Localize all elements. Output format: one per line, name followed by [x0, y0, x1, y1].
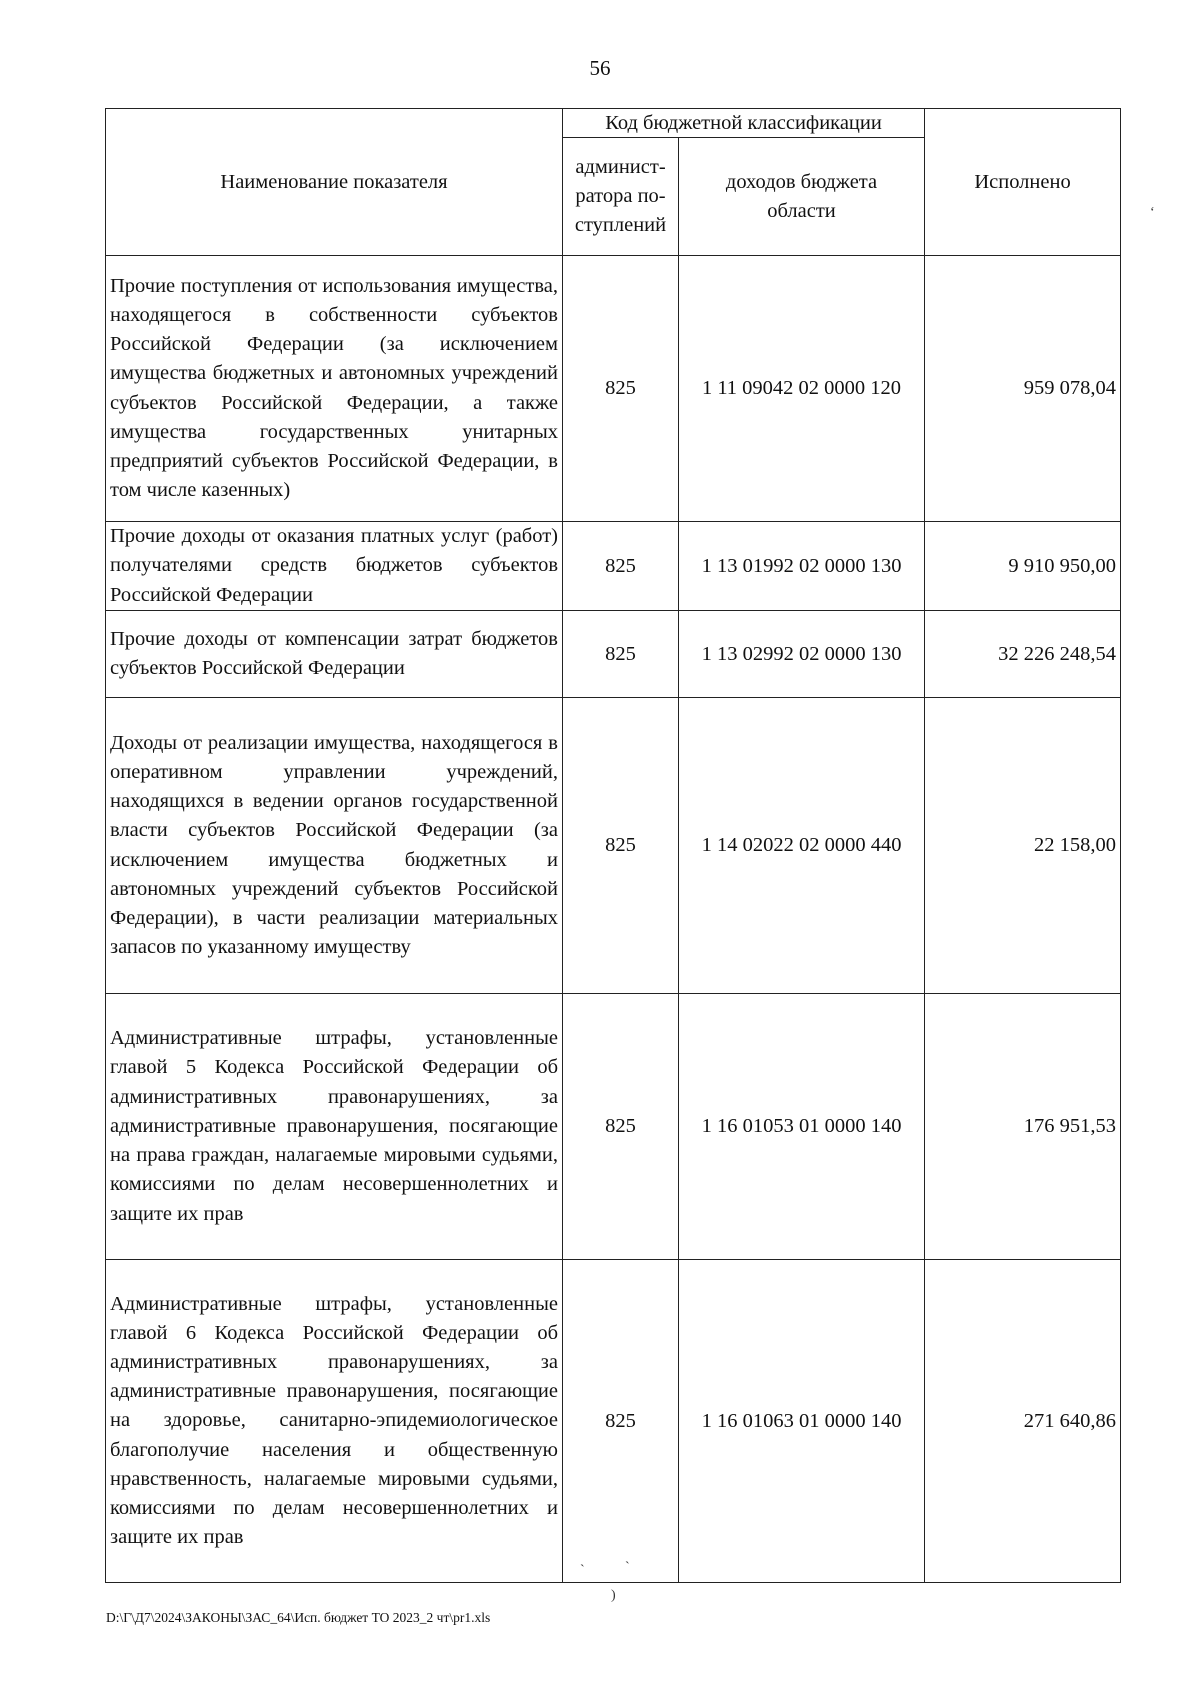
row-code: 1 13 02992 02 0000 130 [679, 611, 925, 698]
row-amount: 176 951,53 [925, 994, 1121, 1260]
row-name: Доходы от реализации имущества, находящегося в оперативном управлении учреждений, находящихся в ведении органов государственной власти субъектов Российской Федерации (за исключением имущества бюджетных и автономных учреждений субъектов Российской Федерации), в части реализации материальных запасов по указанному имуществу [106, 698, 563, 994]
file-path: D:\Г\Д7\2024\ЗАКОНЫ\ЗАС_64\Исп. бюджет ТО 2023_2 чт\pr1.xls [106, 1610, 491, 1625]
budget-table [105, 108, 1121, 1583]
row-name: Прочие доходы от оказания платных услуг (работ) получателями средств бюджетов субъектов Российской Федерации [106, 522, 563, 611]
row-amount: 959 078,04 [925, 256, 1121, 522]
row-amount: 271 640,86 [925, 1260, 1121, 1583]
scan-mark-right: ʻ [1150, 205, 1155, 220]
row-admin: 825 [563, 1260, 679, 1583]
row-code: 1 13 01992 02 0000 130 [679, 522, 925, 611]
header-admin-line-3: ступлений [574, 214, 667, 236]
header-admin-line-2: ратора по- [575, 185, 666, 207]
header-admin [563, 138, 679, 256]
row-code: 1 11 09042 02 0000 120 [679, 256, 925, 522]
row-admin: 825 [563, 611, 679, 698]
header-code: Код бюджетной классификации [563, 109, 925, 138]
table-row [106, 1260, 1121, 1583]
table-row [106, 522, 1121, 611]
row-name: Административные штрафы, установленные главой 6 Кодекса Российской Федерации об административных правонарушениях, за административные правонарушения, посягающие на здоровье, санитарно-эпидемиологическое благополучие населения и общественную нравственность, налагаемые мировыми судьями, комиссиями по делам несовершеннолетних и защите их прав [106, 1260, 563, 1583]
header-admin-line-1: админист- [575, 156, 666, 178]
table-row [106, 256, 1121, 522]
header-income-line-2: области [767, 199, 836, 222]
row-amount: 9 910 950,00 [925, 522, 1121, 611]
header-row-top [106, 109, 1121, 138]
row-amount: 32 226 248,54 [925, 611, 1121, 698]
table-row [106, 698, 1121, 994]
row-code: 1 14 02022 02 0000 440 [679, 698, 925, 994]
table-row [106, 611, 1121, 698]
row-admin: 825 [563, 698, 679, 994]
scan-mark-bottom-2: ˋ [625, 1560, 630, 1575]
header-income [679, 138, 925, 256]
header-income-line-1: доходов бюджета [725, 170, 878, 193]
scan-mark-bottom-1: ˋ [580, 1563, 585, 1578]
row-name: Прочие поступления от использования имущества, находящегося в собственности субъектов Российской Федерации (за исключением имущества бюджетных и автономных учреждений субъектов Российской Федерации, а также имущества государственных унитарных предприятий субъектов Российской Федерации, в том числе казенных) [106, 256, 563, 522]
row-code: 1 16 01063 01 0000 140 [679, 1260, 925, 1583]
table-row [106, 994, 1121, 1260]
row-admin: 825 [563, 994, 679, 1260]
header-done: Исполнено [925, 109, 1121, 256]
header-name: Наименование показателя [106, 109, 563, 256]
row-code: 1 16 01053 01 0000 140 [679, 994, 925, 1260]
row-name: Административные штрафы, установленные главой 5 Кодекса Российской Федерации об административных правонарушениях, за административные правонарушения, посягающие на права граждан, налагаемые мировыми судьями, комиссиями по делам несовершеннолетних и защите их прав [106, 994, 563, 1260]
page-number: 56 [589, 56, 611, 80]
row-name: Прочие доходы от компенсации затрат бюджетов субъектов Российской Федерации [106, 611, 563, 698]
scan-mark-bottom-3: ) [611, 1588, 616, 1603]
row-amount: 22 158,00 [925, 698, 1121, 994]
row-admin: 825 [563, 522, 679, 611]
row-admin: 825 [563, 256, 679, 522]
